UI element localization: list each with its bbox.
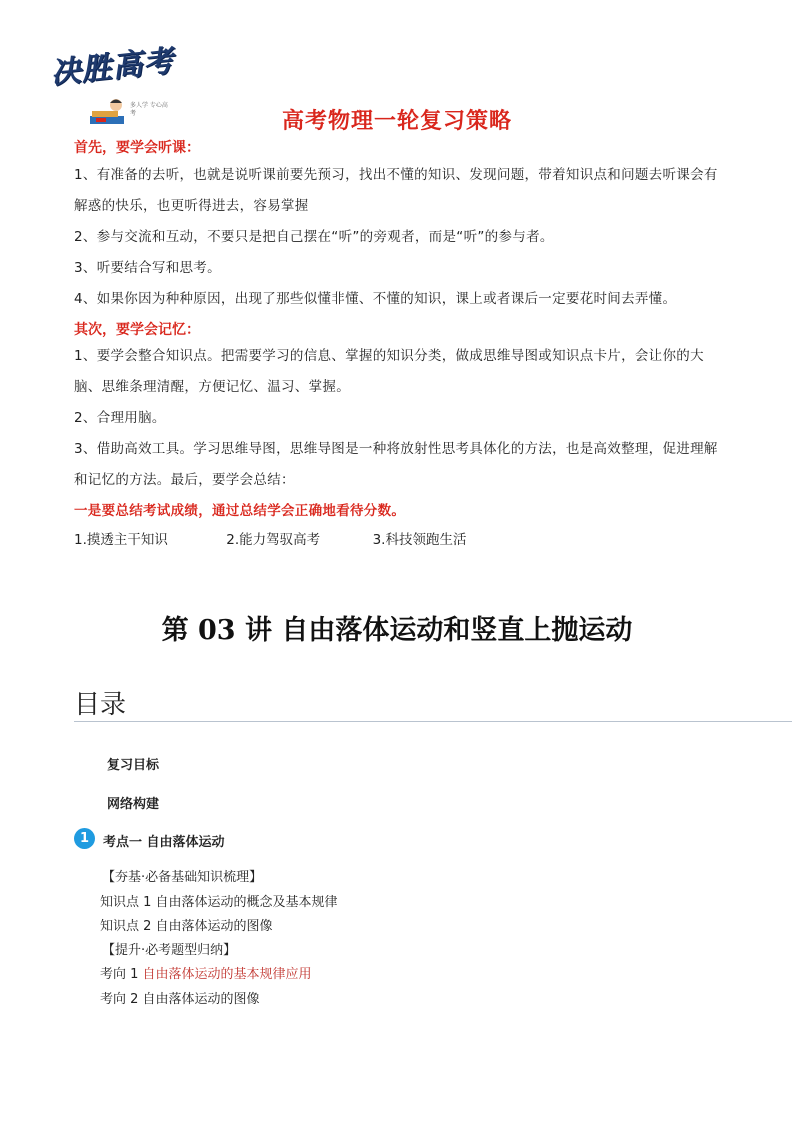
toc-point1[interactable]: 考点一 自由落体运动 [103,835,225,850]
section1-item-1: 1、有准备的去听，也就是说听课前要先预习，找出不懂的知识、发现问题，带着知识点和问题去听课会有解惑的快乐，也更听得进去，容易掌握 [74,167,718,214]
toc-sub-types[interactable]: 【提升·必考题型归纳】 [102,943,237,958]
section2-item-1: 1、要学会整合知识点。把需要学习的信息、掌握的知识分类，做成思维导图或知识点卡片，会让你的大脑、思维条理清醒，方便记忆、温习、掌握。 [74,348,704,395]
section1-heading: 首先，要学会听课： [74,140,200,156]
toc-divider [74,721,792,722]
summary-points [74,528,466,548]
toc-knowledge-1[interactable]: 知识点 1 自由落体运动的概念及基本规律 [100,895,338,910]
logo-text: 决胜高考 [48,43,176,92]
toc-direction-1-prefix: 考向 1 [100,967,143,982]
toc-network[interactable]: 网络构建 [107,797,160,812]
section1-item-4: 4、如果你因为种种原因，出现了那些似懂非懂、不懂的知识，课上或者课后一定要花时间去弄懂。 [74,291,677,307]
summary-point-3: 3.科技领跑生活 [372,532,467,548]
section2-item-3: 3、借助高效工具。学习思维导图，思维导图是一种将放射性思考具体化的方法，也是高效整理，促进理解和记忆的方法。最后，要学会总结： [74,441,718,488]
section2-item-2: 2、合理用脑。 [74,410,166,426]
summary-point-1: 1.摸透主干知识 [74,532,168,548]
number-badge: 1 [74,828,95,849]
section2-heading: 其次，要学会记忆： [74,322,200,338]
section1-item-2: 2、参与交流和互动，不要只是把自己摆在“听”的旁观者，而是“听”的参与者。 [74,229,554,245]
strategy-title: 高考物理一轮复习策略 [281,109,512,134]
summary-line: 一是要总结考试成绩，通过总结学会正确地看待分数。 [74,503,406,519]
lecture-title: 第 03 讲 自由落体运动和竖直上抛运动 [161,615,633,646]
summary-point-2: 2.能力驾驭高考 [226,532,321,548]
toc-sub-basics[interactable]: 【夯基·必备基础知识梳理】 [102,870,263,885]
toc-direction-1-text: 自由落体运动的基本规律应用 [142,967,312,982]
toc-review-goals[interactable]: 复习目标 [107,758,160,773]
toc-direction-1[interactable] [100,963,312,982]
toc-direction-2[interactable]: 考向 2 自由落体运动的图像 [100,992,260,1007]
toc-knowledge-2[interactable]: 知识点 2 自由落体运动的图像 [100,919,273,934]
logo-small-text: 多人学 专心高考 [130,102,168,117]
section1-item-3: 3、听要结合写和思考。 [74,260,221,276]
toc-title: 目录 [74,690,127,720]
